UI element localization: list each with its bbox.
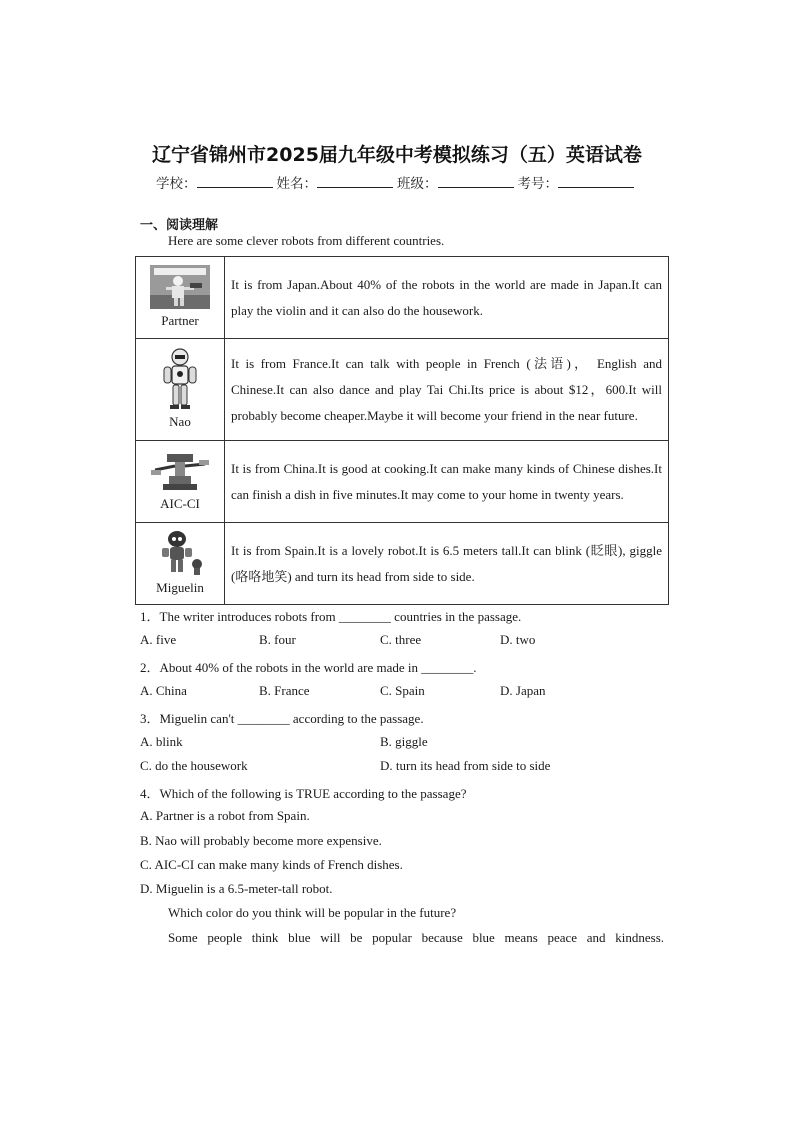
partner-robot-image [150, 265, 210, 309]
option-c: C. AIC-CI can make many kinds of French dishes. [140, 857, 403, 872]
robot-image-cell [136, 257, 225, 339]
robot-description: It is from China.It is good at cooking.It can make many kinds of Chinese dishes.It can finish a dish in five minutes.It may come to your home in twenty years. [225, 441, 669, 523]
option-d: D. Japan [500, 683, 546, 698]
exam-no-label: 考号： [517, 176, 558, 192]
option-c: C. do the housework [140, 758, 248, 773]
option-b: B. four [259, 632, 296, 647]
table-row [136, 257, 669, 339]
robot-description: It is from Japan.About 40% of the robots in the world are made in Japan.It can play the violin and it can also do the housework. [225, 257, 669, 339]
option-a: A. blink [140, 734, 183, 749]
robot-name: Miguelin [156, 579, 204, 595]
miguelin-robot-image [155, 530, 205, 576]
exam-no-blank [558, 175, 634, 188]
robot-description: It is from France.It can talk with people in French (法语)， English and Chinese.It can also dance and play Tai Chi.Its price is about $12，600.It will probably become cheaper.Maybe it will become your friend in the near future. [225, 339, 669, 441]
option-c: C. three [380, 632, 422, 647]
option-d: D. turn its head from side to side [380, 758, 551, 773]
question-stem: 4．Which of the following is TRUE according to the passage? [140, 786, 467, 801]
robot-name: Nao [169, 413, 191, 429]
robot-name: AIC-CI [160, 495, 200, 511]
question-stem: 2．About 40% of the robots in the world are made in ________. [140, 660, 477, 675]
table-row [136, 523, 669, 605]
option-d: D. two [500, 632, 536, 647]
aic-ci-robot-image [149, 450, 211, 492]
option-b: B. France [259, 683, 310, 698]
option-a: A. Partner is a robot from Spain. [140, 808, 310, 823]
school-blank [197, 175, 273, 188]
class-label: 班级： [397, 176, 438, 192]
student-info-line [0, 172, 794, 192]
robot-description: It is from Spain.It is a lovely robot.It is 6.5 meters tall.It can blink (眨眼), giggle (咯咯地笑) and turn its head from side to side. [225, 523, 669, 605]
passage-line: Which color do you think will be popular in the future? [168, 905, 457, 920]
name-label: 姓名： [276, 176, 317, 192]
option-a: A. five [140, 632, 177, 647]
option-d: D. Miguelin is a 6.5-meter-tall robot. [140, 881, 333, 896]
table-row [136, 339, 669, 441]
question-stem: 1．The writer introduces robots from ________ countries in the passage. [140, 609, 522, 624]
page-title: 辽宁省锦州市2025届九年级中考模拟练习（五）英语试卷 [152, 144, 642, 166]
robot-name: Partner [161, 312, 199, 328]
section-intro: Here are some clever robots from different countries. [168, 233, 445, 248]
nao-robot-image [160, 348, 200, 410]
robot-image-cell [136, 441, 225, 523]
option-a: A. China [140, 683, 187, 698]
option-c: C. Spain [380, 683, 425, 698]
passage-line: Some people think blue will be popular because blue means peace and kindness. [168, 930, 664, 945]
option-b: B. giggle [380, 734, 428, 749]
question-stem: 3．Miguelin can't ________ according to the passage. [140, 711, 424, 726]
robot-image-cell [136, 523, 225, 605]
table-row [136, 441, 669, 523]
school-label: 学校： [156, 176, 197, 192]
option-b: B. Nao will probably become more expensive. [140, 833, 382, 848]
robots-table [135, 256, 669, 605]
name-blank [317, 175, 393, 188]
section-heading: 一、阅读理解 [140, 218, 219, 233]
robot-image-cell [136, 339, 225, 441]
class-blank [438, 175, 514, 188]
